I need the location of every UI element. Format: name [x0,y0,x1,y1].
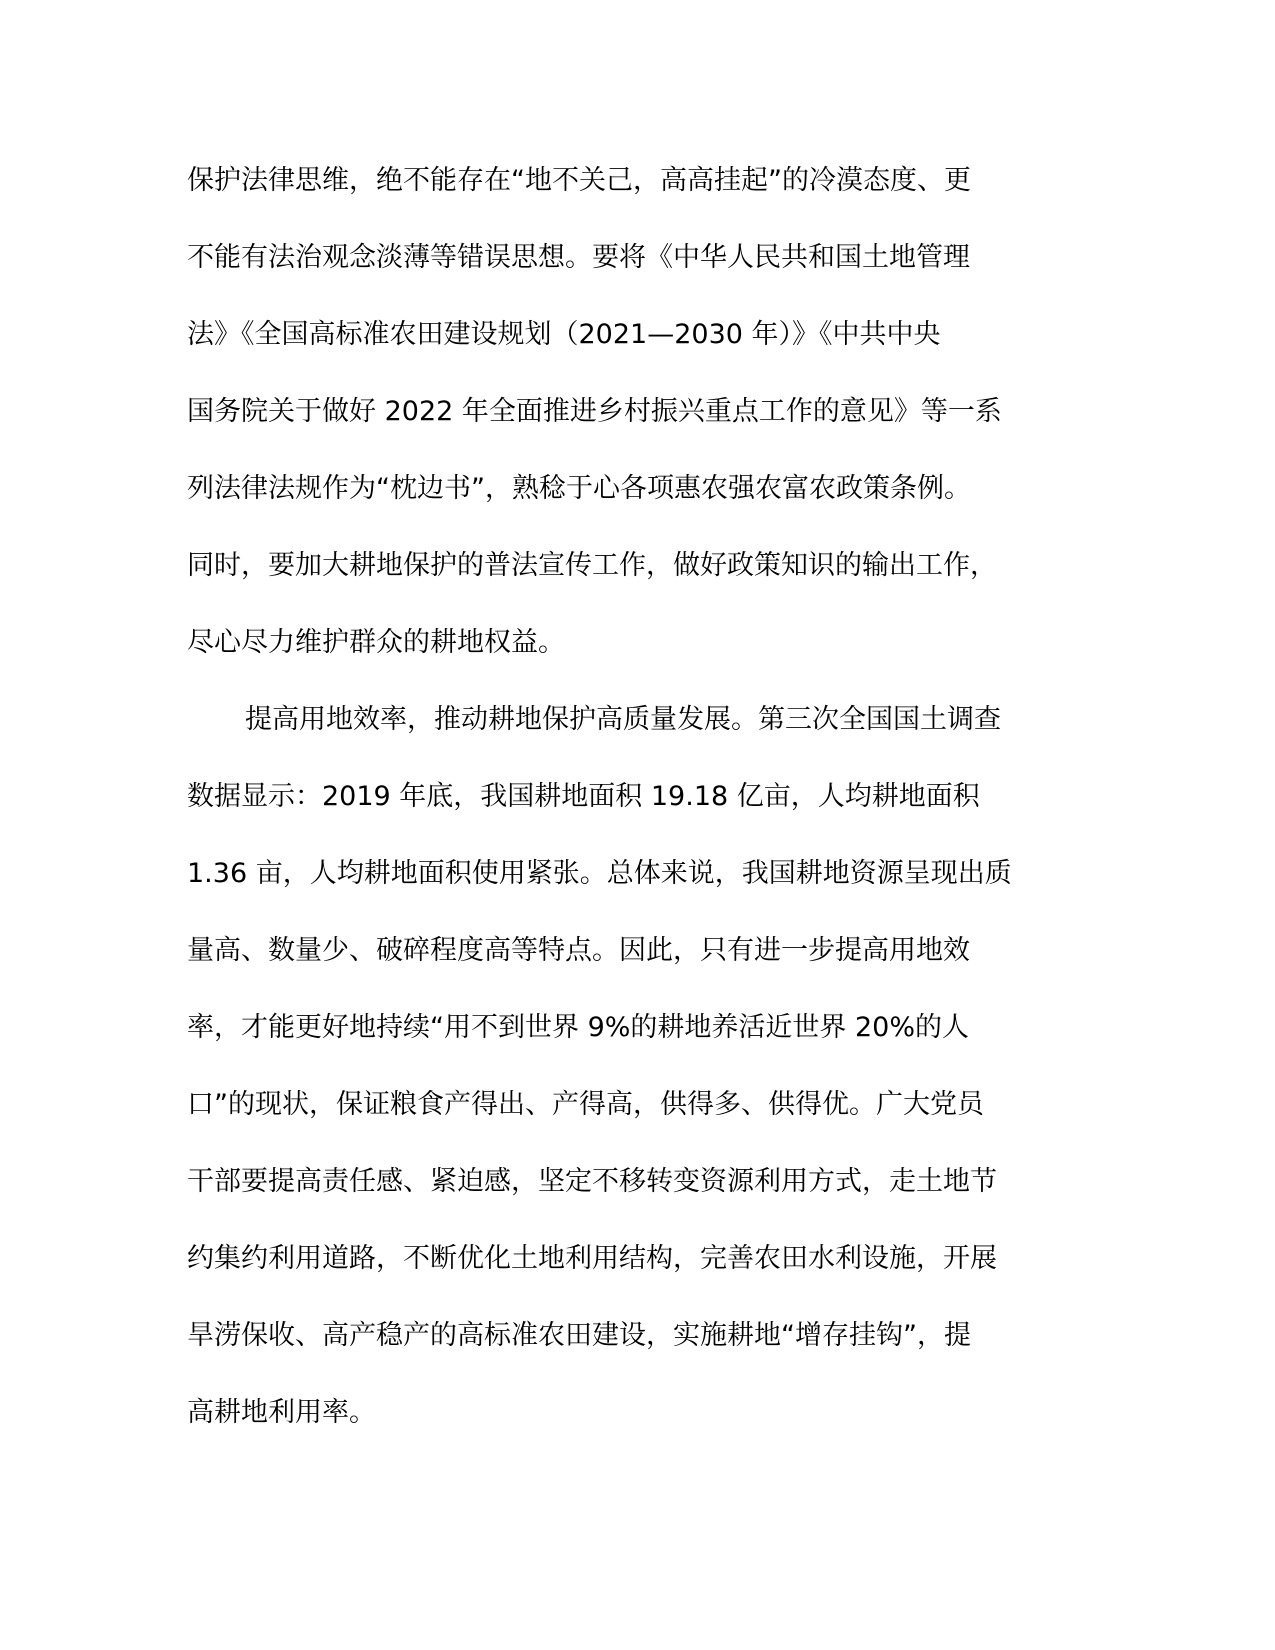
paragraph-line: 量高、数量少、破碎程度高等特点。因此，只有进一步提高用地效 [187,935,970,966]
paragraph-line: 1.36 亩，人均耕地面积使用紧张。总体来说，我国耕地资源呈现出质 [187,858,1012,889]
paragraph-2 [187,681,1087,1451]
paragraph-line: 列法律法规作为“枕边书”，熟稔于心各项惠农强农富农政策条例。 [187,473,971,504]
paragraph-line: 约集约利用道路，不断优化土地利用结构，完善农田水利设施，开展 [187,1243,997,1274]
paragraph-1 [187,142,1087,681]
paragraph-line: 干部要提高责任感、紧迫感，坚定不移转变资源利用方式，走土地节 [187,1166,997,1197]
paragraph-line: 率，才能更好地持续“用不到世界 9%的耕地养活近世界 20%的人 [187,1012,969,1043]
paragraph-line: 尽心尽力维护群众的耕地权益。 [187,627,565,658]
paragraph-line: 提高用地效率，推动耕地保护高质量发展。第三次全国国土调查 [245,704,1001,735]
paragraph-line: 不能有法治观念淡薄等错误思想。要将《中华人民共和国土地管理 [187,242,970,273]
paragraph-line: 旱涝保收、高产稳产的高标准农田建设，实施耕地“增存挂钩”，提 [187,1320,971,1351]
paragraph-line: 数据显示：2019 年底，我国耕地面积 19.18 亿亩，人均耕地面积 [187,781,980,812]
paragraph-line: 高耕地利用率。 [187,1397,376,1428]
paragraph-line: 同时，要加大耕地保护的普法宣传工作，做好政策知识的输出工作， [187,550,997,581]
paragraph-line: 国务院关于做好 2022 年全面推进乡村振兴重点工作的意见》等一系 [187,396,1002,427]
paragraph-line: 法》《全国高标准农田建设规划（2021—2030 年）》《中共中央 [187,319,941,350]
document-body [187,142,1087,1451]
paragraph-line: 口”的现状，保证粮食产得出、产得高，供得多、供得优。广大党员 [187,1089,984,1120]
paragraph-line: 保护法律思维，绝不能存在“地不关己，高高挂起”的冷漠态度、更 [187,165,971,196]
